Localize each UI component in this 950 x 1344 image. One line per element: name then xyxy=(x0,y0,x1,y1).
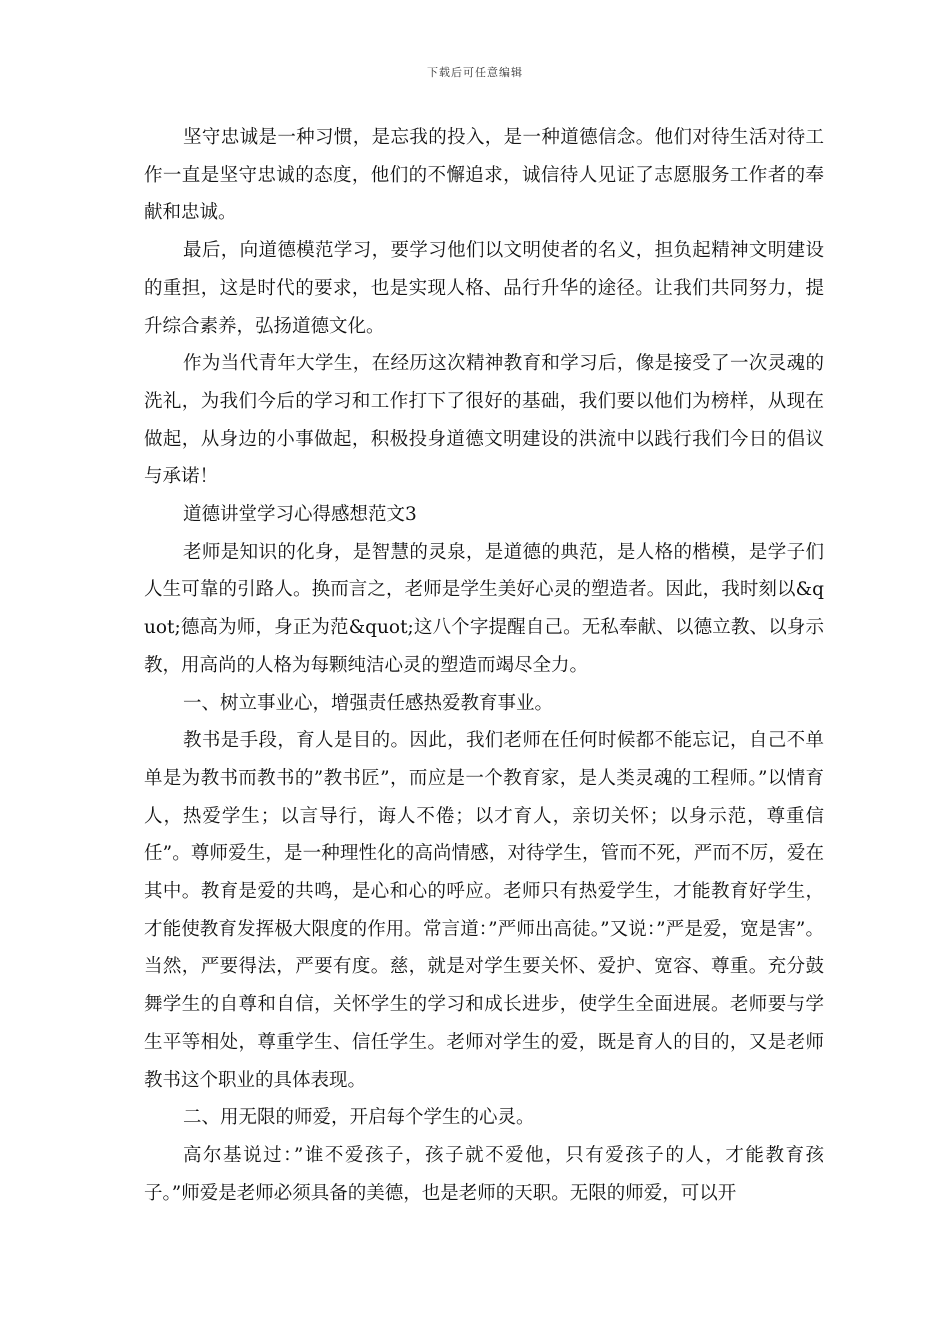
paragraph-gorky-quote: 高尔基说过：”谁不爱孩子，孩子就不爱他，只有爱孩子的人，才能教育孩子。”师爱是老师必须具备的美德，也是老师的天职。无限的师爱，可以开 xyxy=(144,1144,824,1204)
heading-one: 一、树立事业心，增强责任感热爱教育事业。 xyxy=(183,692,554,714)
paragraph-learn-from-models: 最后，向道德模范学习，要学习他们以文明使者的名义，担负起精神文明建设的重担，这是时代的要求，也是实现人格、品行升华的途径。让我们共同努力，提升综合素养，弘扬道德文化。 xyxy=(144,240,824,337)
page-header: 下载后可任意编辑 xyxy=(427,66,523,79)
paragraph-teacher-role: 老师是知识的化身，是智慧的灵泉，是道德的典范，是人格的楷模，是学子们人生可靠的引路人。换而言之，老师是学生美好心灵的塑造者。因此，我时刻以&quot;德高为师，身正为范&quot;这八个字提醒自己。无私奉献、以德立教、以身示教，用高尚的人格为每颗纯洁心灵的塑造而竭尽全力。 xyxy=(144,541,824,676)
paragraph-loyalty: 坚守忠诚是一种习惯，是忘我的投入，是一种道德信念。他们对待生活对待工作一直是坚守忠诚的态度，他们的不懈追求，诚信待人见证了志愿服务工作者的奉献和忠诚。 xyxy=(144,127,824,224)
paragraph-young-students: 作为当代青年大学生，在经历这次精神教育和学习后，像是接受了一次灵魂的洗礼，为我们今后的学习和工作打下了很好的基础，我们要以他们为榜样，从现在做起，从身边的小事做起，积极投身道德文明建设的洪流中以践行我们今日的倡议与承诺！ xyxy=(144,353,824,488)
section-title: 道德讲堂学习心得感想范文3 xyxy=(183,504,417,526)
document-body xyxy=(144,119,824,1212)
heading-two: 二、用无限的师爱，开启每个学生的心灵。 xyxy=(183,1107,535,1129)
paragraph-teaching-means: 教书是手段，育人是目的。因此，我们老师在任何时候都不能忘记，自己不单单是为教书而教书的”教书匠”，而应是一个教育家，是人类灵魂的工程师。”以情育人，热爱学生；以言导行，诲人不倦；以才育人，亲切关怀；以身示范，尊重信任”。尊师爱生，是一种理性化的高尚情感，对待学生，管而不死，严而不厉，爱在其中。教育是爱的共鸣，是心和心的呼应。老师只有热爱学生，才能教育好学生，才能使教育发挥极大限度的作用。常言道：”严师出高徒。”又说：”严是爱，宽是害”。当然，严要得法，严要有度。慈，就是对学生要关怀、爱护、宽容、尊重。充分鼓舞学生的自尊和自信，关怀学生的学习和成长进步，使学生全面进展。老师要与学生平等相处，尊重学生、信任学生。老师对学生的爱，既是育人的目的，又是老师教书这个职业的具体表现。 xyxy=(144,730,824,1091)
